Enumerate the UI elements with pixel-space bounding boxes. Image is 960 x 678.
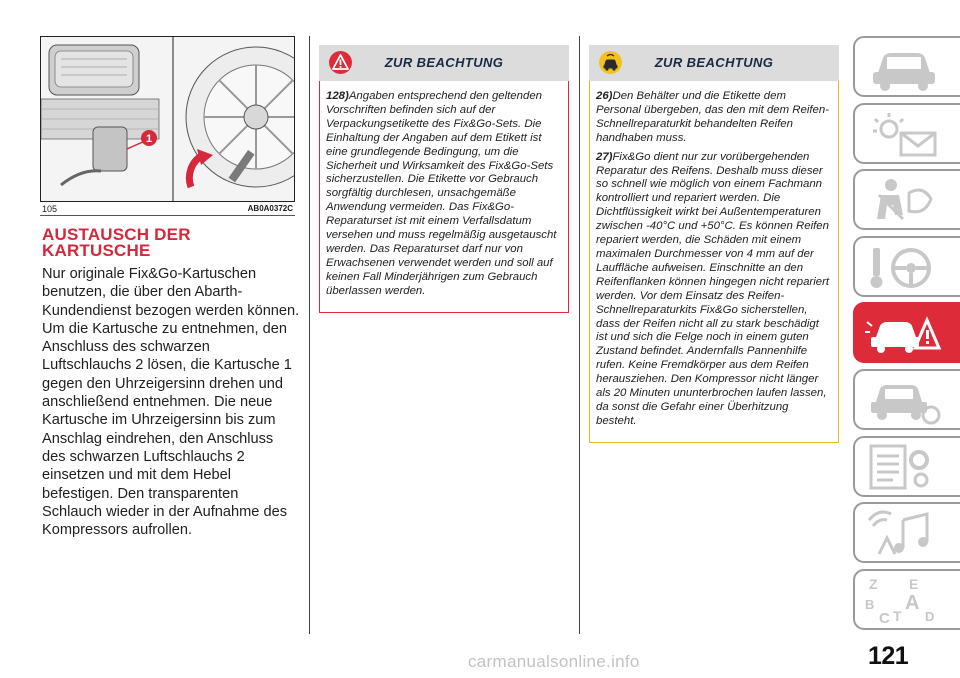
warning-box-header bbox=[589, 45, 839, 81]
note-ref: 27) bbox=[596, 150, 613, 163]
index-letter: T bbox=[893, 608, 902, 624]
warning-note-128 bbox=[326, 90, 562, 299]
note-ref: 26) bbox=[596, 90, 613, 102]
index-letter: Z bbox=[869, 576, 878, 592]
figure-caption bbox=[40, 202, 295, 216]
watermark: carmanualsonline.info bbox=[468, 652, 640, 671]
side-tab-index[interactable] bbox=[853, 569, 960, 630]
page-number: 121 bbox=[868, 642, 909, 670]
compressor-illustration bbox=[41, 37, 295, 202]
side-tab-safety[interactable] bbox=[853, 169, 960, 230]
note-text: Den Behälter und die Etikette dem Personal übergeben, das den mit dem Reifen-Schnellreparaturkit behandelten Reifen handhaben muss. bbox=[596, 90, 830, 144]
index-letter: B bbox=[865, 597, 875, 612]
emergency-car-icon bbox=[865, 308, 945, 360]
warning-note-26 bbox=[596, 90, 832, 146]
car-icon bbox=[865, 42, 945, 94]
section-heading-line-1: AUSTAUSCH DER bbox=[42, 225, 191, 244]
column-divider-1 bbox=[309, 36, 310, 634]
warning-box-safety bbox=[319, 45, 569, 313]
side-tab-multimedia[interactable] bbox=[853, 502, 960, 563]
note-text: Fix&Go dient nur zur vorübergehenden Reparatur des Reifens. Deshalb muss dieser so schnell wie möglich von einem Fachmann kontrolliert und repariert werden. Die Dichtflüssigkeit wirkt bei Außentemperaturen zwischen -40°C und +50°C. Es können Reifen repariert werden, die Schäden mit einem maximalen Durchmesser von 4 mm auf der Lauffläche aufweisen. Einschnitte an den Reifenflanken können hingegen nicht repariert werden. Vor dem Einsatz des Reifen-Schnellreparaturkits Fix&Go sicherstellen, dass der Reifen nicht all zu stark beschädigt ist und sich die Felge noch in einem guten Zustand befindet. Andernfalls Pannenhilfe rufen. Keine Fremdkörper aus dem Reifen herausziehen. Den Kompressor nicht länger als 20 Minuten ununterbrochen laufen lassen, da sonst die Gefahr einer Überhitzung besteht. bbox=[596, 150, 830, 427]
column-divider-2 bbox=[579, 36, 580, 634]
alphabet-index-icon bbox=[865, 575, 945, 627]
side-tab-emergency[interactable] bbox=[853, 302, 960, 363]
multimedia-icon bbox=[865, 508, 945, 560]
index-letter: E bbox=[909, 576, 919, 592]
callout-number: 1 bbox=[145, 133, 153, 145]
key-steering-wheel-icon bbox=[865, 242, 945, 294]
index-letter: A bbox=[905, 592, 920, 614]
warning-box-body bbox=[319, 81, 569, 313]
side-tab-vehicle[interactable] bbox=[853, 36, 960, 97]
warning-box-body bbox=[589, 81, 839, 443]
warning-box-title: ZUR BEACHTUNG bbox=[384, 55, 504, 70]
warning-lights-icon bbox=[865, 109, 945, 161]
figure-illustration bbox=[40, 36, 295, 202]
airbag-seat-icon bbox=[865, 175, 945, 227]
section-body: Nur originale Fix&Go-Kartuschen benutzen, die über den Abarth-Kundendienst bezogen werden können. Um die Kartusche zu entnehmen, den Anschluss des schwarzen Luftschlauchs 2 lösen, die Kartusche 1 gegen den Uhrzeigersinn drehen und anschließend entnehmen. Die neue Kartusche im Uhrzeigersinn bis zum Anschlag eindrehen, den Anschluss des schwarzen Luftschlauchs 2 einsetzen und mit dem Hebel befestigen. Den transparenten Schlauch wieder in der Aufnahme des Kompressors aufrollen. bbox=[42, 266, 300, 539]
checklist-gear-icon bbox=[865, 442, 945, 494]
side-tab-starting-driving[interactable] bbox=[853, 236, 960, 297]
section-heading bbox=[42, 227, 292, 259]
index-letter: C bbox=[879, 610, 890, 627]
car-maintenance-icon bbox=[865, 375, 945, 427]
figure-number: 105 bbox=[42, 204, 58, 214]
figure-code: AB0A0372C bbox=[247, 204, 293, 213]
warning-box-environment bbox=[589, 45, 839, 443]
side-tab-warning-lights[interactable] bbox=[853, 103, 960, 164]
warning-note-27 bbox=[596, 151, 832, 429]
warning-box-header bbox=[319, 45, 569, 81]
note-ref: 128) bbox=[326, 90, 349, 102]
note-text: Angaben entsprechend den geltenden Vorschriften befinden sich auf der Verpackungsetikette des Fix&Go-Sets. Die Einhaltung der Angaben auf dem Etikett ist eine grundlegende Bedingung, um die Sicherheit und Wirksamkeit des Fix&Go-Sets sicherzustellen. Die Etikette vor Gebrauch sorgfältig durchlesen, unsachgemäße Anwendung vermeiden. Das Fix&Go-Reparaturset ist mit einem Verfallsdatum versehen und muss regelmäßig ausgetauscht werden. Das Reparaturset darf nur von Erwachsenen verwendet werden und soll auf keinen Fall Minderjährigen zum Gebrauch überlassen werden. bbox=[326, 90, 557, 297]
side-tab-technical-data[interactable] bbox=[853, 436, 960, 497]
warning-box-title: ZUR BEACHTUNG bbox=[654, 55, 774, 70]
section-heading-line-2: KARTUSCHE bbox=[42, 241, 151, 260]
index-letter: D bbox=[925, 609, 935, 624]
side-tab-maintenance[interactable] bbox=[853, 369, 960, 430]
